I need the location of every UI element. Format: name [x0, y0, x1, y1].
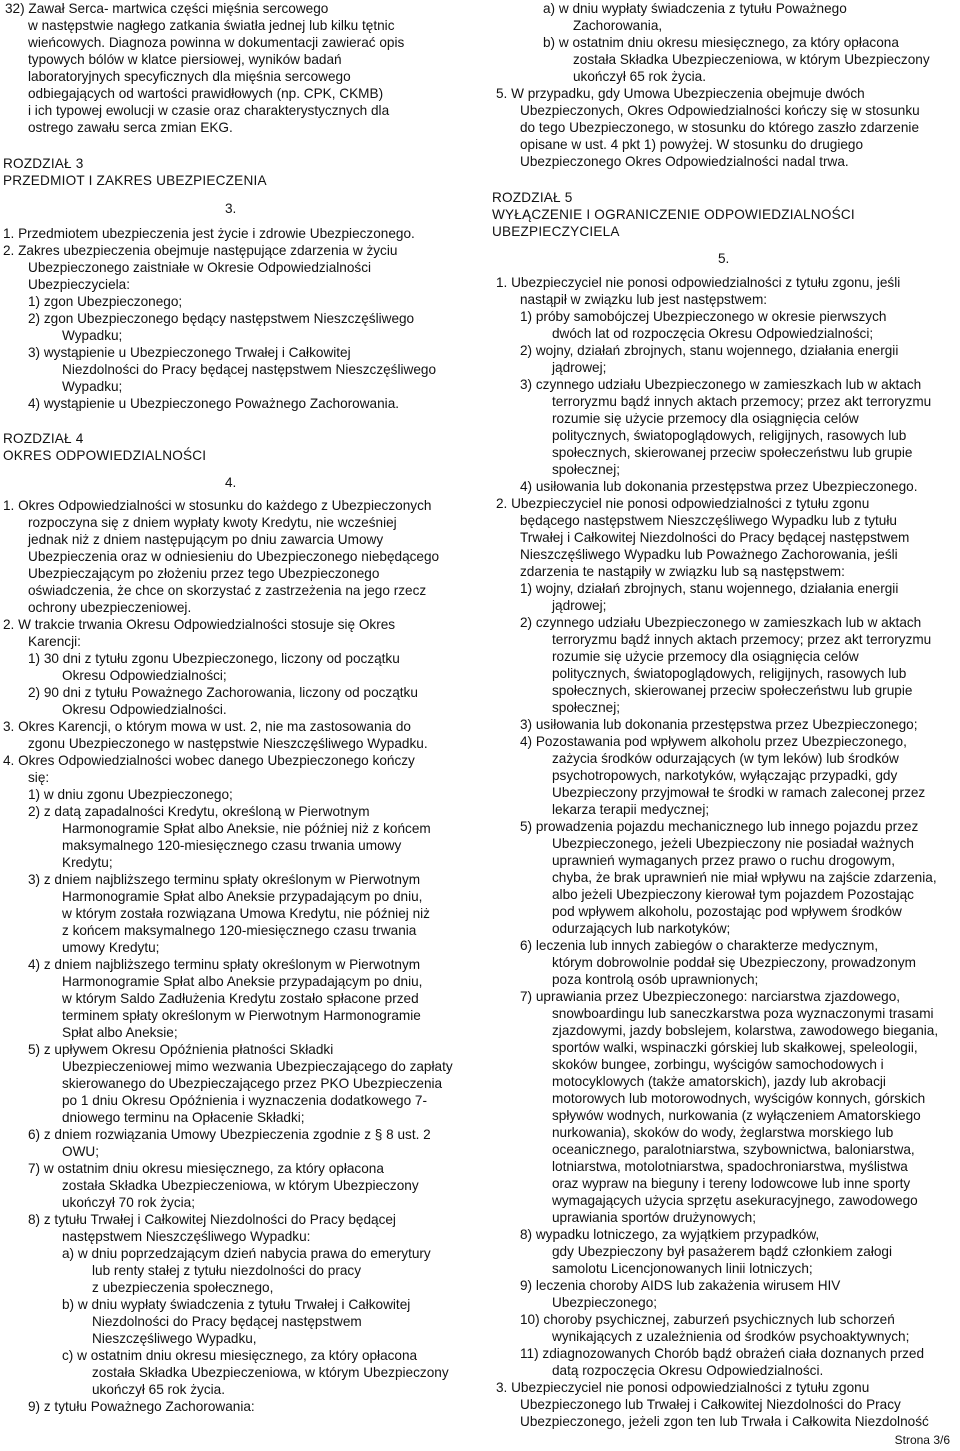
text-line: 1. Okres Odpowiedzialności w stosunku do każdego z Ubezpieczonych — [3, 498, 432, 513]
text-line: lekarza terapii medycznej; — [552, 802, 710, 817]
text-line: Nieszczęśliwego Wypadku lub Poważnego Zachorowania, jeśli — [520, 547, 898, 562]
text-line: Ubezpieczonego, jeżeli zgon ten lub Trwała i Całkowita Niezdolność — [520, 1414, 929, 1429]
text-line: zażycia środków odurzających (w tym leków) lub środków — [552, 751, 899, 766]
text-line: sportów walki, wspinaczki górskiej lub skałkowej, speleologii, — [552, 1040, 918, 1055]
text-line: terroryzmu bądź innych aktach przemocy; przez akt terroryzmu — [552, 394, 932, 409]
text-line: gdy Ubezpieczony był pasażerem bądź członkiem załogi — [552, 1244, 893, 1259]
text-line: dwóch lat od rozpoczęcia Okresu Odpowiedzialności; — [552, 326, 874, 341]
text-line: wynikających z uzależnienia od środków psychoaktywnych; — [552, 1329, 910, 1344]
text-line: zgonu Ubezpieczonego w następstwie Nieszczęśliwego Wypadku. — [28, 736, 428, 751]
text-line: Niezdolności do Pracy będącej następstwem Nieszczęśliwego — [62, 362, 437, 377]
text-line: rozpoczyna się z dniem wypłaty kwoty Kredytu, nie wcześniej — [28, 515, 397, 530]
text-line: 4) Pozostawania pod wpływem alkoholu przez Ubezpieczonego, — [520, 734, 907, 749]
text-line: 5) z upływem Okresu Opóźnienia płatności Składki — [28, 1042, 334, 1057]
text-line: ukończył 65 rok życia. — [573, 69, 706, 84]
text-line: została Składka Ubezpieczeniowa, w którym Ubezpieczony — [573, 52, 930, 67]
text-line: odbiegających od wartości prawidłowych (np. CPK, CKMB) — [28, 86, 384, 101]
text-line: b) w ostatnim dniu okresu miesięcznego, za który opłacona — [543, 35, 899, 50]
text-line: 4) z dniem najbliższego terminu spłaty określonym w Pierwotnym — [28, 957, 421, 972]
text-line: terroryzmu bądź innych aktach przemocy; przez akt terroryzmu — [552, 632, 932, 647]
text-line: odurzających lub narkotyków; — [552, 921, 731, 936]
text-line: 5. W przypadku, gdy Umowa Ubezpieczenia obejmuje dwóch — [496, 86, 865, 101]
text-line: 2) wojny, działań zbrojnych, stanu wojennego, działania energii — [520, 343, 899, 358]
text-line: się: — [28, 770, 50, 785]
text-line: 3) z dniem najbliższego terminu spłaty określonym w Pierwotnym — [28, 872, 421, 887]
text-line: skoków bungee, zorbingu, wyścigów samochodowych i — [552, 1057, 884, 1072]
text-line: politycznych, światopoglądowych, religijnych, rasowych lub — [552, 428, 907, 443]
text-line: 1) 30 dni z tytułu zgonu Ubezpieczonego, liczony od początku — [28, 651, 400, 666]
text-line: jądrowej; — [552, 598, 607, 613]
text-line: wymagających użycia sprzętu asekuracyjnego, zawodowego — [552, 1193, 918, 1208]
text-line: Ubezpieczeniowej mimo wezwania Ubezpieczającego do zapłaty — [62, 1059, 453, 1074]
text-line: Kredytu; — [62, 855, 113, 870]
text-line: w którym została rozwiązana Umowa Kredytu, nie później niż — [62, 906, 430, 921]
text-line: po 1 dniu Okresu Opóźnienia i wyznaczenia dodatkowego 7- — [62, 1093, 427, 1108]
text-line: uprawiania sportów drużynowych; — [552, 1210, 757, 1225]
text-line: będącego następstwem Nieszczęśliwego Wypadku lub z tytułu — [520, 513, 897, 528]
text-line: 4. — [225, 475, 237, 490]
text-line: dniowego terminu na Opłacenie Składki; — [62, 1110, 305, 1125]
section-heading-line: UBEZPIECZYCIELA — [492, 224, 620, 239]
text-line: Ubezpieczenia oraz w odniesieniu do Ubezpieczonego niebędącego — [28, 549, 440, 564]
text-line: Wypadku; — [62, 379, 123, 394]
text-line: datą rozpoczęcia Okresu Odpowiedzialności. — [552, 1363, 824, 1378]
text-line: Harmonogramie Spłat albo Aneksie przypadającym po dniu, — [62, 974, 423, 989]
text-line: 1. Przedmiotem ubezpieczenia jest życie i zdrowie Ubezpieczonego. — [3, 226, 415, 241]
text-line: Ubezpieczającym po złożeniu przez tego Ubezpieczonego — [28, 566, 380, 581]
text-line: 6) leczenia lub innych zabiegów o charakterze medycznym, — [520, 938, 879, 953]
section-heading-line: PRZEDMIOT I ZAKRES UBEZPIECZENIA — [3, 173, 267, 188]
text-line: do tego Ubezpieczonego, w stosunku do którego zaszło zdarzenie — [520, 120, 919, 135]
text-line: pod wpływem alkoholu, pozostając pod wpływem środków — [552, 904, 902, 919]
text-line: Okresu Odpowiedzialności. — [62, 702, 227, 717]
text-line: albo jeżeli Ubezpieczony kierował tym pojazdem Pozostając — [552, 887, 914, 902]
text-line: Ubezpieczonych, Okres Odpowiedzialności kończy się w stosunku — [520, 103, 920, 118]
section-heading-line: ROZDZIAŁ 4 — [3, 431, 84, 446]
text-line: a) w dniu poprzedzającym dzień nabycia prawa do emerytury — [62, 1246, 431, 1261]
text-line: społecznej; — [552, 462, 621, 477]
text-line: 3) czynnego udziału Ubezpieczonego w zamieszkach lub w aktach — [520, 377, 922, 392]
text-line: Ubezpieczonego zaistniałe w Okresie Odpowiedzialności — [28, 260, 372, 275]
text-line: 1) w dniu zgonu Ubezpieczonego; — [28, 787, 233, 802]
text-line: Okresu Odpowiedzialności; — [62, 668, 227, 683]
text-line: c) w ostatnim dniu okresu miesięcznego, za który opłacona — [62, 1348, 418, 1363]
text-line: zjazdowymi, jazdy bobslejem, kolarstwa, zawodowego biegania, — [552, 1023, 939, 1038]
text-line: 5) prowadzenia pojazdu mechanicznego lub innego pojazdu przez — [520, 819, 919, 834]
text-line: 4) wystąpienie u Ubezpieczonego Poważnego Zachorowania. — [28, 396, 400, 411]
text-line: następstwem Nieszczęśliwego Wypadku: — [62, 1229, 311, 1244]
text-line: 9) z tytułu Poważnego Zachorowania: — [28, 1399, 255, 1414]
text-line: wieńcowych. Diagnoza powinna w dokumentacji zawierać opis — [28, 35, 405, 50]
section-heading-line: ROZDZIAŁ 3 — [3, 156, 84, 171]
text-line: 5. — [718, 251, 730, 266]
text-line: 3. Ubezpieczyciel nie ponosi odpowiedzialności z tytułu zgonu — [496, 1380, 870, 1395]
text-line: Trwałej i Całkowitej Niezdolności do Pracy będącej następstwem — [520, 530, 910, 545]
text-line: 1) próby samobójczej Ubezpieczonego w okresie pierwszych — [520, 309, 887, 324]
text-line: w którym Saldo Zadłużenia Kredytu zostało spłacone przed — [62, 991, 419, 1006]
text-line: snowboardingu lub saneczkarstwa poza wyznaczonymi trasami — [552, 1006, 934, 1021]
text-line: 9) leczenia choroby AIDS lub zakażenia wirusem HIV — [520, 1278, 841, 1293]
text-line: 2) zgon Ubezpieczonego będący następstwem Nieszczęśliwego — [28, 311, 415, 326]
text-line: 3) usiłowania lub dokonania przestępstwa przez Ubezpieczonego; — [520, 717, 918, 732]
text-line: Ubezpieczyciela: — [28, 277, 130, 292]
text-line: i ich typowej ewolucji w czasie oraz charakterystycznych dla — [28, 103, 390, 118]
text-line: spływów wodnych, nurkowania (z wyłączeniem Amatorskiego — [552, 1108, 921, 1123]
text-line: 2) z datą zapadalności Kredytu, określoną w Pierwotnym — [28, 804, 370, 819]
text-line: Spłat albo Aneksie; — [62, 1025, 178, 1040]
text-line: 8) z tytułu Trwałej i Całkowitej Niezdolności do Pracy będącej — [28, 1212, 396, 1227]
text-line: psychotropowych, narkotyków, wyłączając przypadki, gdy — [552, 768, 898, 783]
text-line: motocyklowych (także amatorskich), jazdy lub akrobacji — [552, 1074, 886, 1089]
text-line: chyba, że brak uprawnień nie miał wpływu na zajście zdarzenia, — [552, 870, 937, 885]
text-line: nastąpił w związku lub jest następstwem: — [520, 292, 768, 307]
section-heading-line: WYŁĄCZENIE I OGRANICZENIE ODPOWIEDZIALNOŚCI — [492, 207, 855, 222]
text-line: politycznych, światopoglądowych, religijnych, rasowych lub — [552, 666, 907, 681]
text-line: 3. Okres Karencji, o którym mowa w ust. 2, nie ma zastosowania do — [3, 719, 411, 734]
text-line: b) w dniu wypłaty świadczenia z tytułu Trwałej i Całkowitej — [62, 1297, 411, 1312]
text-line: Karencji: — [28, 634, 81, 649]
text-line: została Składka Ubezpieczeniowa, w którym Ubezpieczony — [92, 1365, 449, 1380]
text-line: a) w dniu wypłaty świadczenia z tytułu Poważnego — [543, 1, 847, 16]
text-line: ostrego zawału serca zmian EKG. — [28, 120, 233, 135]
text-line: 1. Ubezpieczyciel nie ponosi odpowiedzialności z tytułu zgonu, jeśli — [496, 275, 901, 290]
text-line: oświadczenia, że chce on skorzystać z zastrzeżenia na jego rzecz — [28, 583, 427, 598]
text-line: Ubezpieczonego lub Trwałej i Całkowitej Niezdolności do Pracy — [520, 1397, 901, 1412]
text-line: oraz wypraw na bieguny i tereny lodowcowe lub inne sporty — [552, 1176, 911, 1191]
text-line: rozumie się użycie przemocy dla osiągnięcia celów — [552, 649, 859, 664]
text-line: motorowych lub motorowodnych, wyścigów konnych, górskich — [552, 1091, 926, 1106]
text-line: oceanicznego, paralotniarstwa, szybownictwa, baloniarstwa, — [552, 1142, 915, 1157]
text-line: 8) wypadku lotniczego, za wyjątkiem przypadków, — [520, 1227, 820, 1242]
text-line: 11) zdiagnozowanych Chorób bądź obrażeń ciała doznanych przed — [520, 1346, 925, 1361]
text-line: poza kontrolą osób uprawnionych; — [552, 972, 759, 987]
text-line: ukończył 65 rok życia. — [92, 1382, 225, 1397]
text-line: 7) w ostatnim dniu okresu miesięcznego, za który opłacona — [28, 1161, 384, 1176]
text-line: społecznych, skierowanej przeciw społeczeństwu lub grupie — [552, 445, 913, 460]
text-line: 6) z dniem rozwiązania Umowy Ubezpieczenia zgodnie z § 8 ust. 2 — [28, 1127, 431, 1142]
text-line: 3) wystąpienie u Ubezpieczonego Trwałej i Całkowitej — [28, 345, 351, 360]
text-line: 1) zgon Ubezpieczonego; — [28, 294, 183, 309]
text-line: 4. Okres Odpowiedzialności wobec danego Ubezpieczonego kończy — [3, 753, 415, 768]
text-line: jednak niż z dniem następującym po dniu zawarcia Umowy — [28, 532, 384, 547]
text-line: społecznej; — [552, 700, 621, 715]
text-line: społecznych, skierowanej przeciw społeczeństwu lub grupie — [552, 683, 913, 698]
text-line: uprawnień wymaganych przez prawo o ruchu drogowym, — [552, 853, 896, 868]
text-line: Ubezpieczonego; — [552, 1295, 658, 1310]
text-line: samolotu Licencjonowanych linii lotniczych; — [552, 1261, 813, 1276]
text-line: ochrony ubezpieczeniowej. — [28, 600, 192, 615]
text-line: 2. W trakcie trwania Okresu Odpowiedzialności stosuje się Okres — [3, 617, 396, 632]
text-line: terminem spłaty określonym w Pierwotnym Harmonogramie — [62, 1008, 421, 1023]
text-line: 2. Zakres ubezpieczenia obejmuje następujące zdarzenia w życiu — [3, 243, 398, 258]
text-line: laboratoryjnych specyficznych dla mięśnia sercowego — [28, 69, 351, 84]
text-line: 1) wojny, działań zbrojnych, stanu wojennego, działania energii — [520, 581, 899, 596]
text-line: 3. — [225, 201, 237, 216]
text-line: którym dobrowolnie poddał się Ubezpieczony, prowadzonym — [552, 955, 916, 970]
text-line: z końcem maksymalnego 120-miesięcznego czasu trwania — [62, 923, 417, 938]
section-heading-line: OKRES ODPOWIEDZIALNOŚCI — [3, 448, 207, 463]
text-line: 32) Zawał Serca- martwica części mięśnia sercowego — [5, 1, 329, 16]
text-line: 2) 90 dni z tytułu Poważnego Zachorowania, liczony od początku — [28, 685, 418, 700]
text-line: nurkowania), skoków do wody, żeglarstwa morskiego lub — [552, 1125, 894, 1140]
text-line: 10) choroby psychicznej, zaburzeń psychicznych lub schorzeń — [520, 1312, 895, 1327]
text-line: została Składka Ubezpieczeniowa, w którym Ubezpieczony — [62, 1178, 419, 1193]
text-line: OWU; — [62, 1144, 99, 1159]
text-line: lub renty stałej z tytułu niezdolności do pracy — [92, 1263, 361, 1278]
text-line: Zachorowania, — [573, 18, 663, 33]
text-line: rozumie się użycie przemocy dla osiągnięcia celów — [552, 411, 859, 426]
text-line: Ubezpieczonego Okres Odpowiedzialności nadal trwa. — [520, 154, 849, 169]
text-line: 2) czynnego udziału Ubezpieczonego w zamieszkach lub w aktach — [520, 615, 922, 630]
text-line: Niezdolności do Pracy będącej następstwem — [92, 1314, 362, 1329]
text-line: Ubezpieczony przyjmował te środki w ramach zaleconej przez — [552, 785, 926, 800]
text-line: Wypadku; — [62, 328, 123, 343]
text-line: lotniarstwa, motolotniarstwa, spadochroniarstwa, myślistwa — [552, 1159, 908, 1174]
text-line: 4) usiłowania lub dokonania przestępstwa przez Ubezpieczonego. — [520, 479, 918, 494]
text-line: 2. Ubezpieczyciel nie ponosi odpowiedzialności z tytułu zgonu — [496, 496, 870, 511]
text-line: maksymalnego 120-miesięcznego czasu trwania umowy — [62, 838, 402, 853]
text-line: 7) uprawiania przez Ubezpieczonego: narciarstwa zjazdowego, — [520, 989, 901, 1004]
text-line: typowych bólów w klatce piersiowej, wyników badań — [28, 52, 342, 67]
text-line: Ubezpieczonego, jeżeli Ubezpieczony nie posiadał ważnych — [552, 836, 914, 851]
text-line: skierowanego do Ubezpieczającego przez PKO Ubezpieczenia — [62, 1076, 443, 1091]
text-line: opisane w ust. 4 pkt 1) powyżej. W stosunku do drugiego — [520, 137, 864, 152]
text-line: Harmonogramie Spłat albo Aneksie przypadającym po dniu, — [62, 889, 423, 904]
section-heading-line: ROZDZIAŁ 5 — [492, 190, 573, 205]
text-line: jądrowej; — [552, 360, 607, 375]
text-line: Nieszczęśliwego Wypadku, — [92, 1331, 257, 1346]
text-line: z ubezpieczenia społecznego, — [92, 1280, 274, 1295]
text-line: umowy Kredytu; — [62, 940, 160, 955]
text-line: zdarzenia te nastąpiły w związku lub są następstwem: — [520, 564, 845, 579]
text-line: Harmonogramie Spłat albo Aneksie, nie później niż z końcem — [62, 821, 431, 836]
text-line: w następstwie nagłego zatkania światła jednej lub kilku tętnic — [28, 18, 395, 33]
page-number: Strona 3/6 — [894, 1433, 950, 1447]
text-line: ukończył 70 rok życia; — [62, 1195, 195, 1210]
